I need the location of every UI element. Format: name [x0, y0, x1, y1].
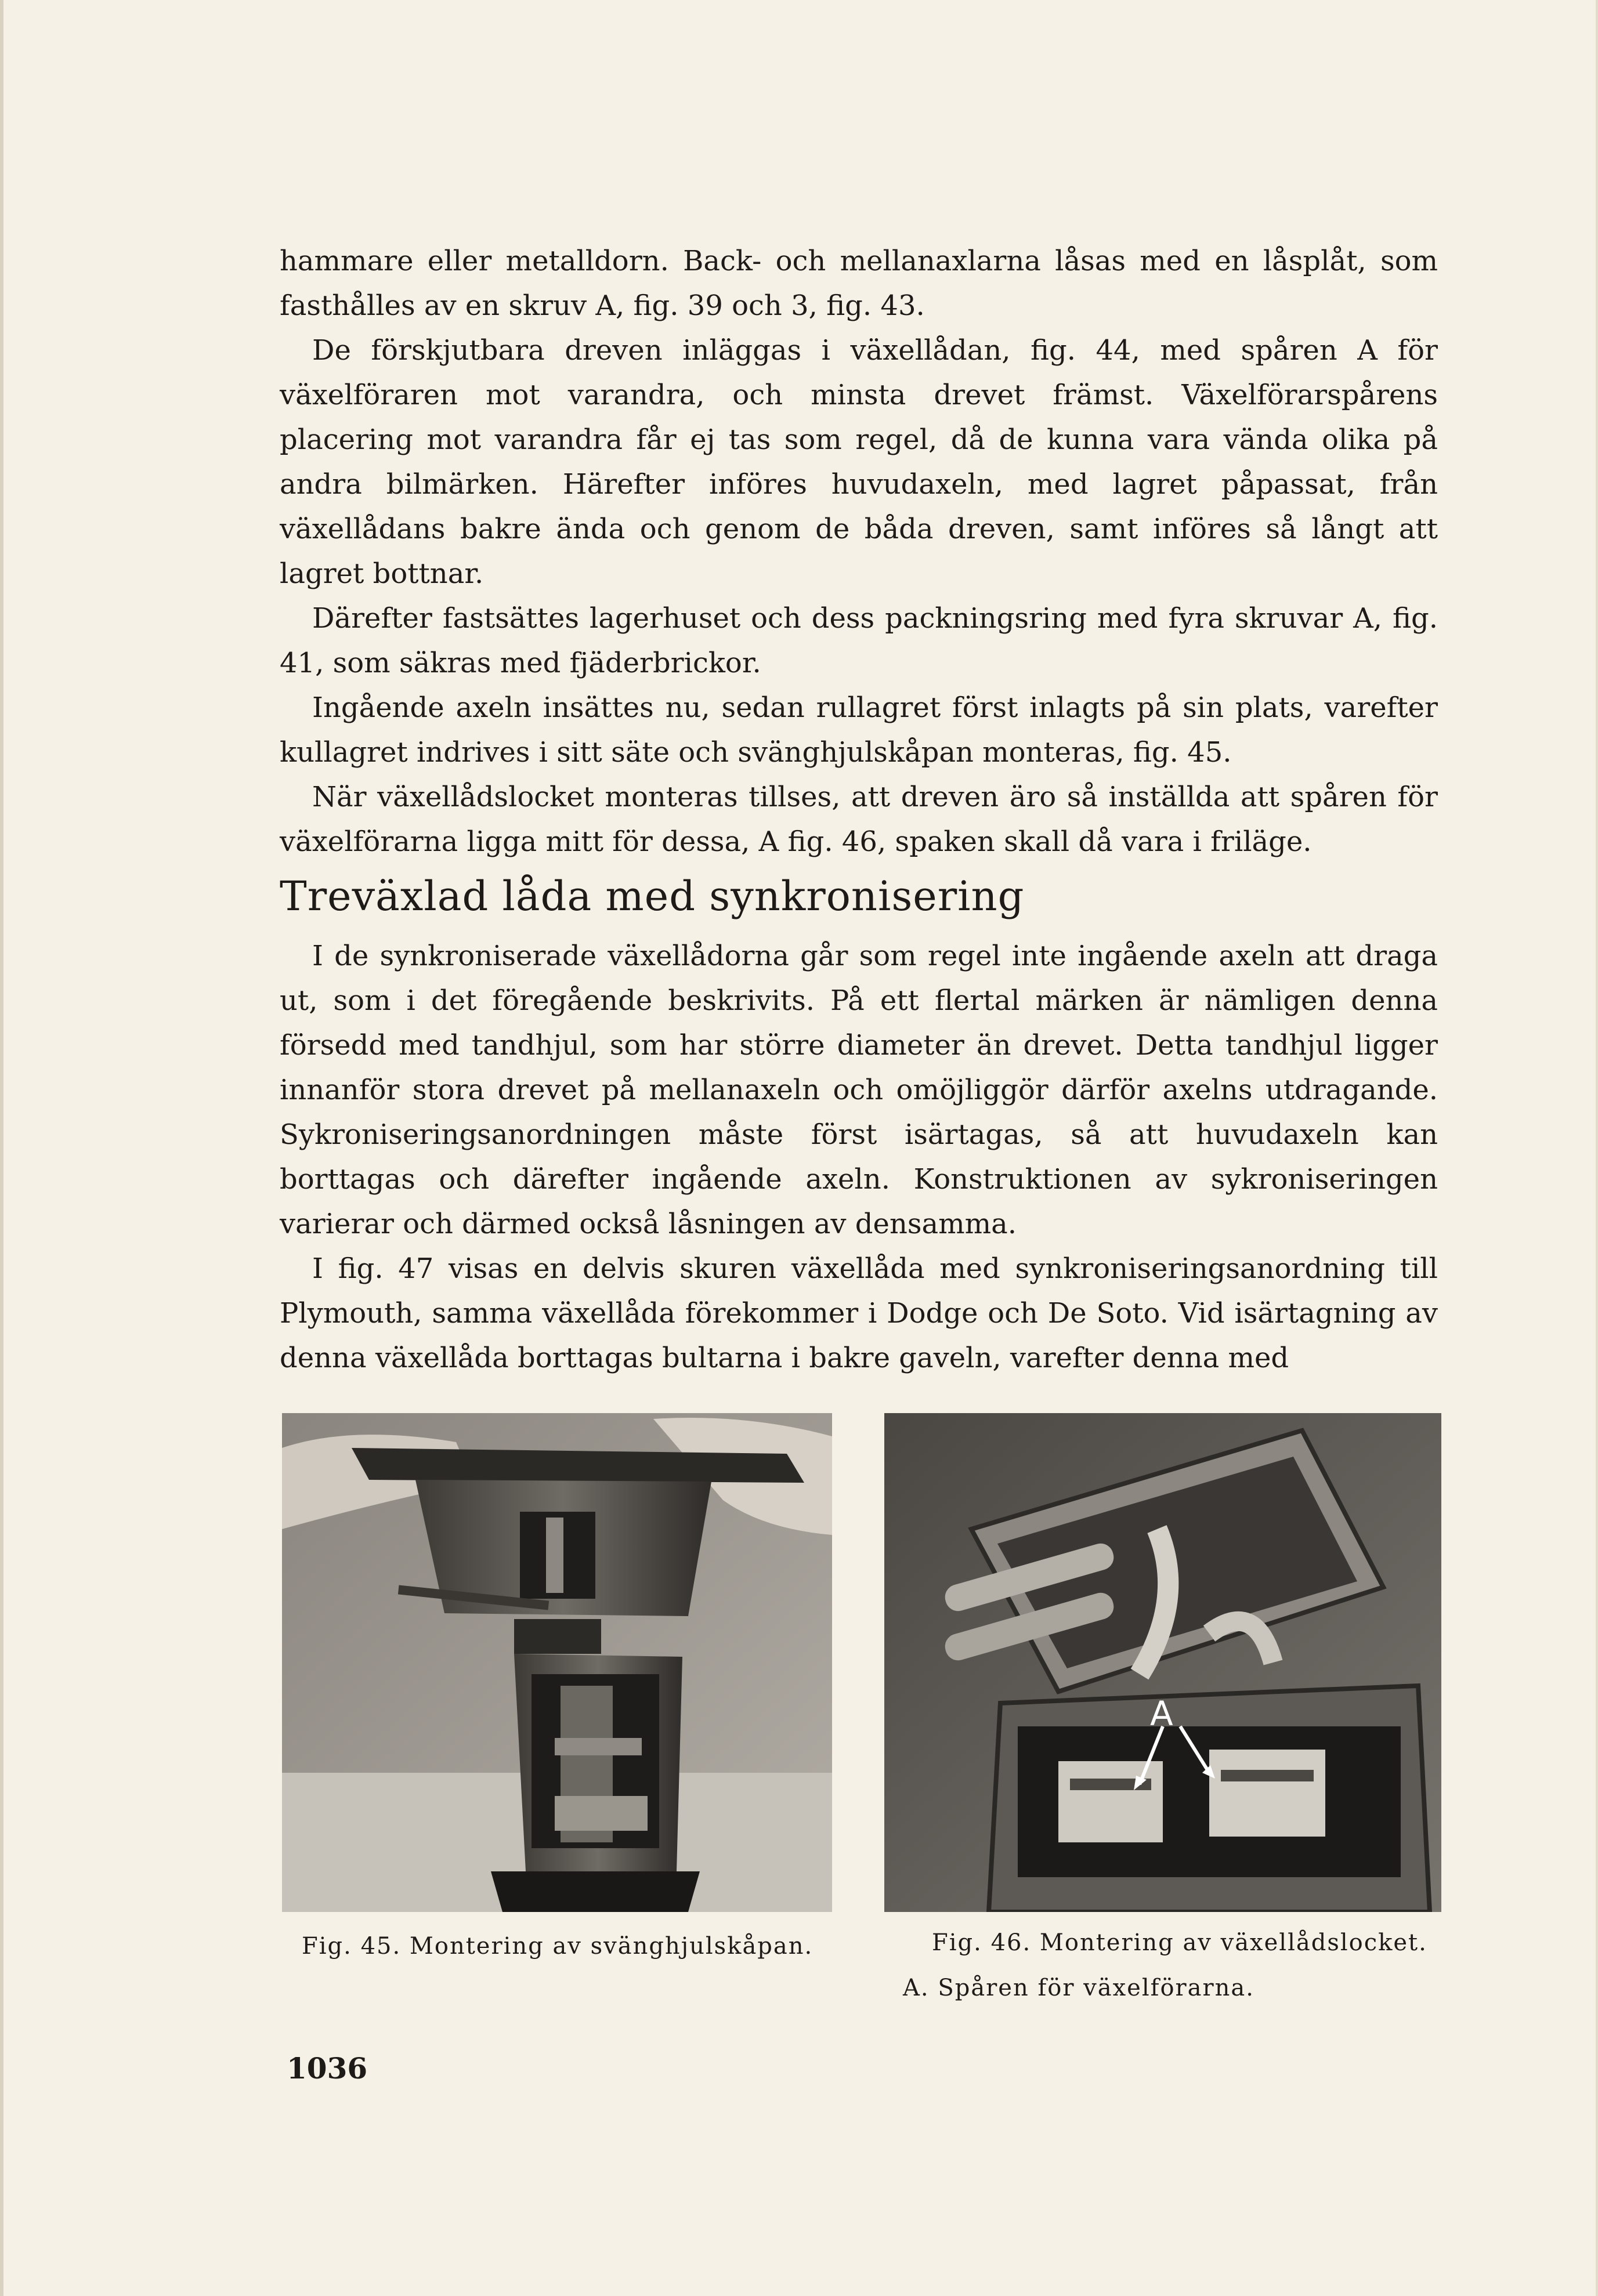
paragraph: hammare eller metalldorn. Back- och mellanaxlarna låsas med en låsplåt, som fasthålles av en skruv A, fig. 39 och 3, fig. 43.: [280, 245, 1438, 322]
paragraph: Därefter fastsättes lagerhuset och dess packningsring med fyra skruvar A, fig. 41, som säkras med fjäderbrickor.: [280, 602, 1438, 679]
figure-46-photo: [884, 1413, 1441, 1912]
paragraph: De förskjutbara dreven inläggas i växellådan, fig. 44, med spåren A för växelföraren mot varandra, och minsta drevet främst. Växelförarspårens placering mot varandra får ej tas som regel, då de kunna vara vända olika på andra bilmärken. Härefter införes huvudaxeln, med lagret påpassat, från växellådans bakre ända och genom de båda dreven, samt införes så långt att lagret bottnar.: [280, 334, 1438, 590]
paragraph: I de synkroniserade växellådorna går som regel inte ingående axeln att draga ut, som i det föregående beskrivits. På ett flertal märken är nämligen denna försedd med tandhjul, som har större diameter än drevet. Detta tandhjul ligger innanför stora drevet på mellanaxeln och omöjliggör därför axelns utdragande. Sykroniseringsanordningen måste först isärtagas, så att huvudaxeln kan borttagas och därefter ingående axeln. Konstruktionen av sykroniseringen varierar och därmed också låsningen av densamma.: [280, 940, 1438, 1240]
figure-46-caption-line1: Fig. 46. Montering av växellådslocket.: [932, 1929, 1427, 1956]
figure-45-caption: Fig. 45. Montering av svänghjulskåpan.: [302, 1933, 814, 1960]
body-text-top: [280, 239, 1438, 864]
figure-46-caption-line2: A. Spåren för växelförarna.: [903, 1975, 1254, 2001]
paragraph: När växellådslocket monteras tillses, att dreven äro så inställda att spåren för växelförarna ligga mitt för dessa, A fig. 46, spaken skall då vara i friläge.: [280, 781, 1438, 858]
figure-45-photo: [282, 1413, 832, 1912]
paragraph: I fig. 47 visas en delvis skuren växellåda med synkroniseringsanordning till Plymouth, samma växellåda förekommer i Dodge och De Soto. Vid isärtagning av denna växellåda borttagas bultarna i bakre gaveln, varefter denna med: [280, 1252, 1438, 1374]
section-heading: Treväxlad låda med synkronisering: [280, 872, 1025, 920]
fig46-label-a: A: [1150, 1694, 1173, 1733]
body-text-bottom: [280, 934, 1438, 1381]
gearbox-cover-illustration: [884, 1413, 1441, 1912]
gearbox-housing-illustration: [282, 1413, 832, 1912]
paragraph: Ingående axeln insättes nu, sedan rullagret först inlagts på sin plats, varefter kullagret indrives i sitt säte och svänghjulskåpan monteras, fig. 45.: [280, 691, 1438, 769]
page-number: 1036: [287, 2051, 368, 2085]
